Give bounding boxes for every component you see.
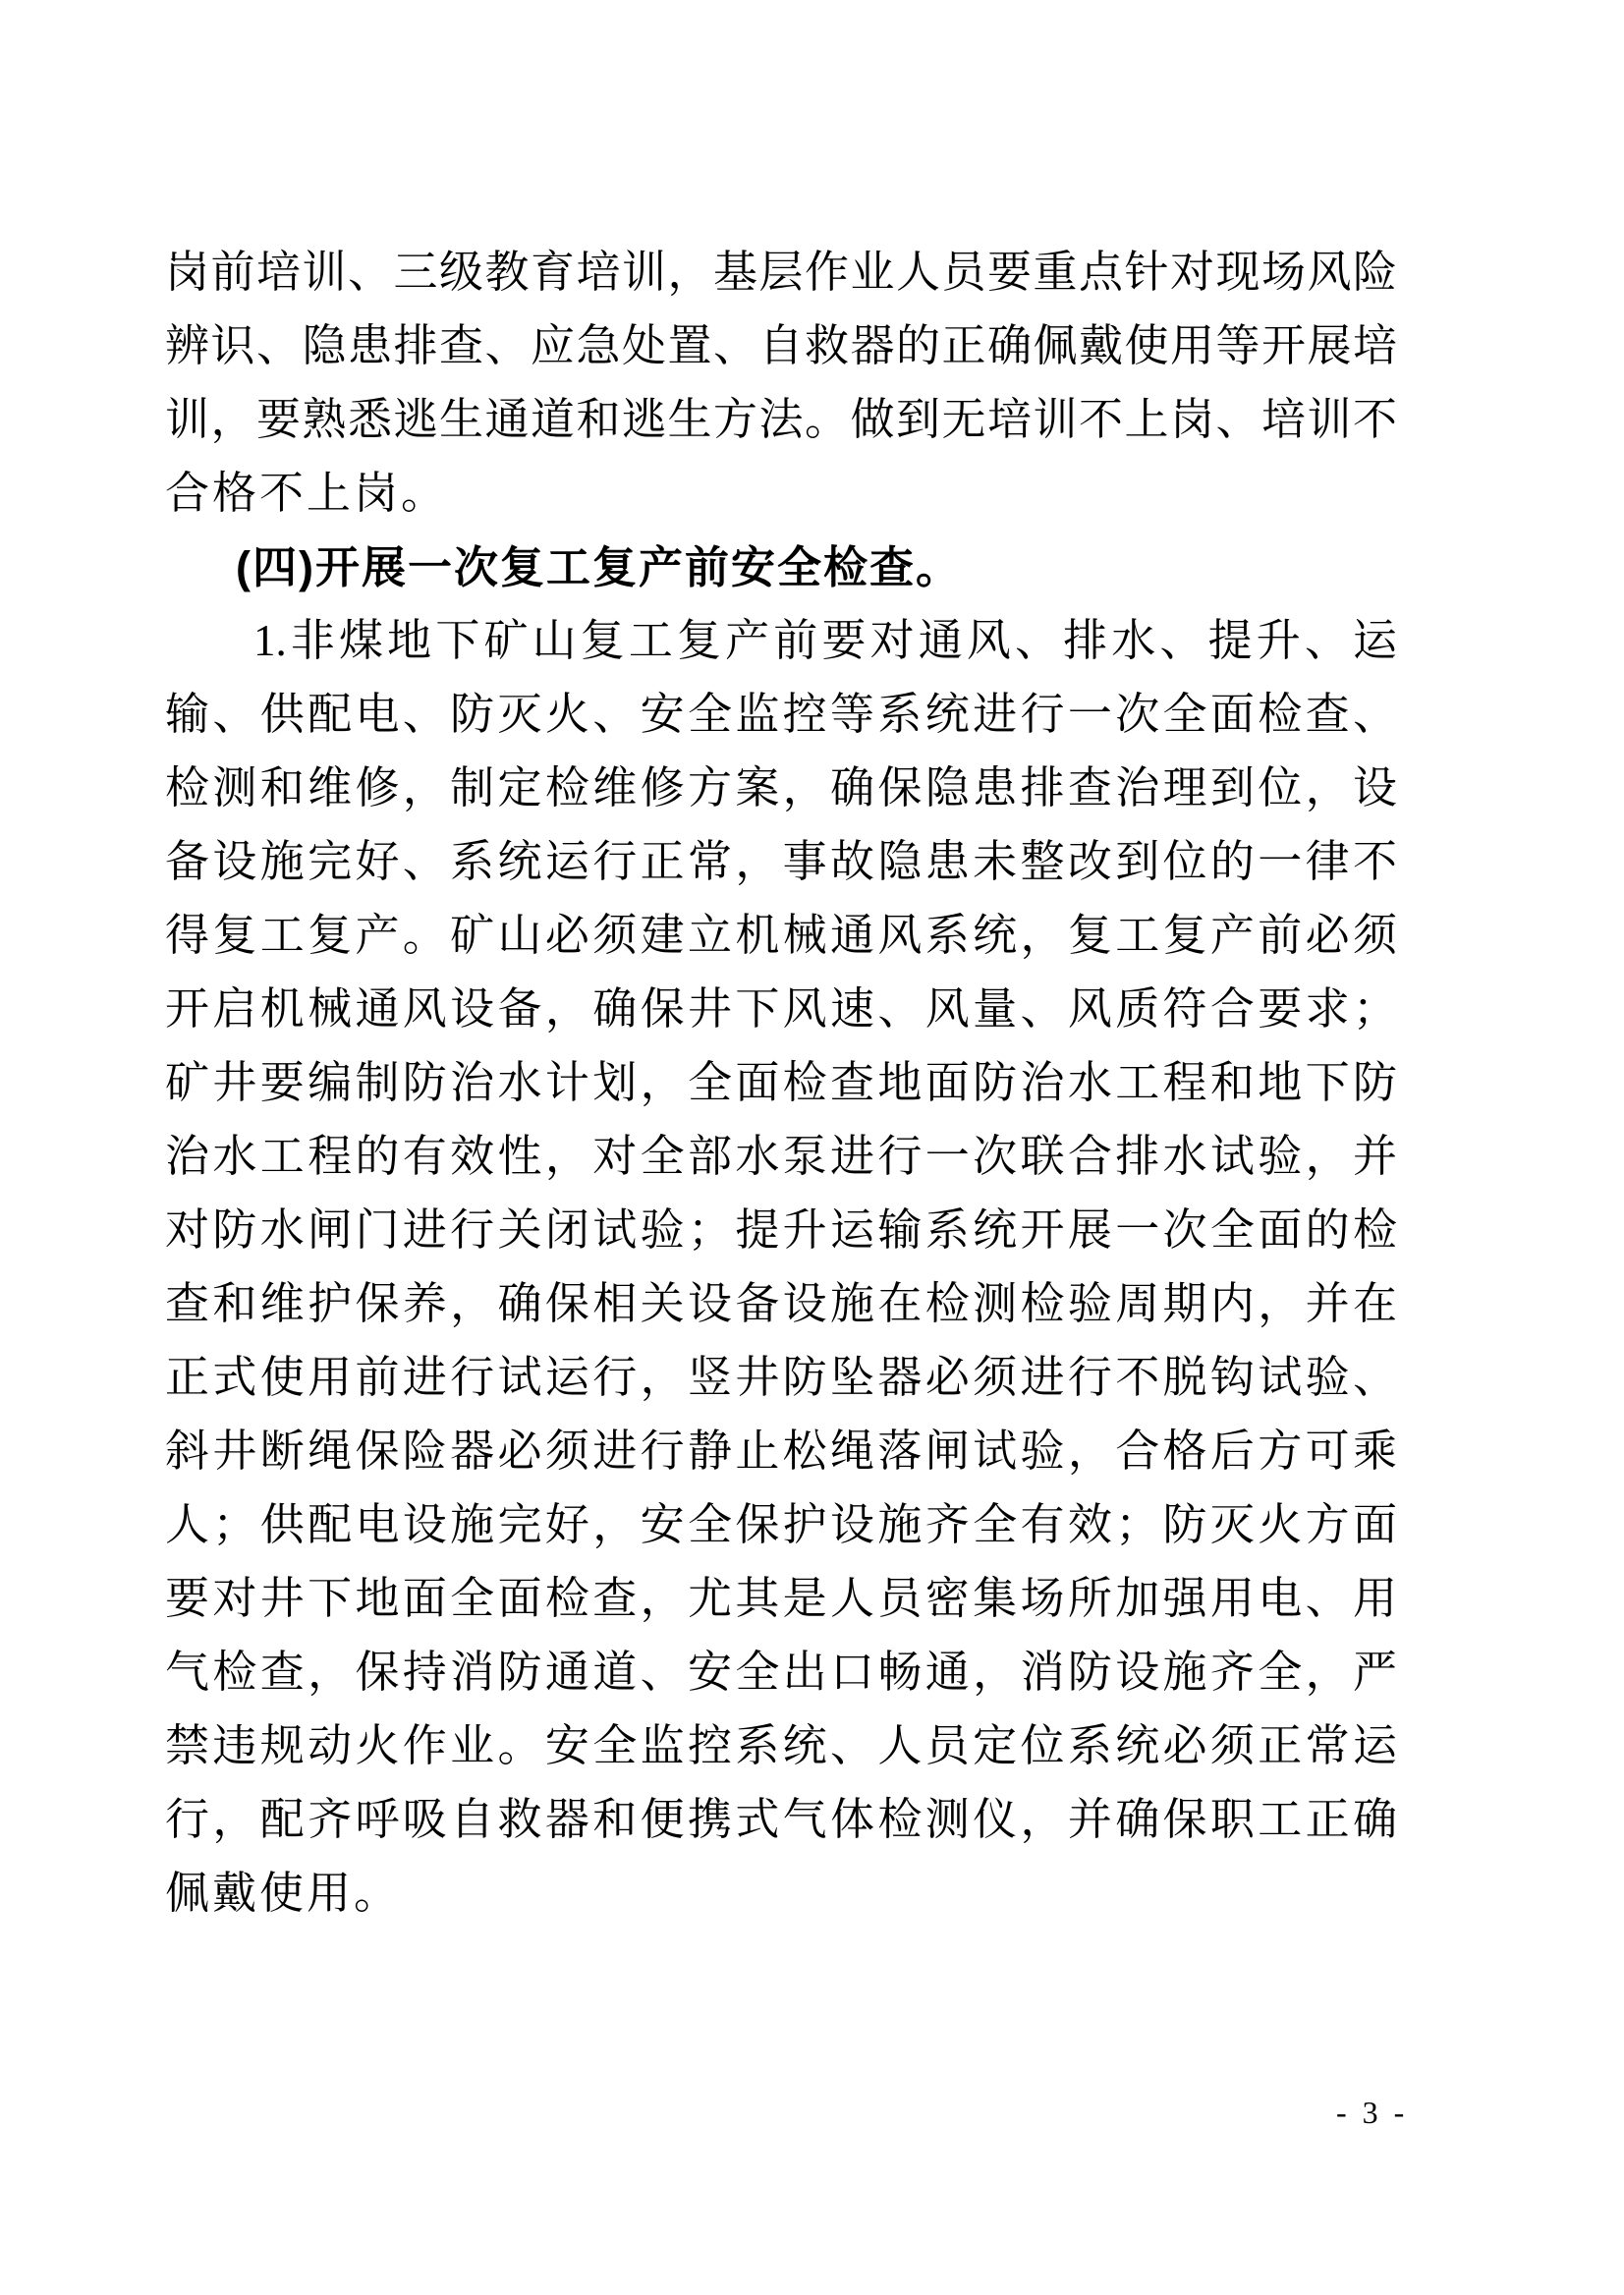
text-line: 禁违规动火作业。安全监控系统、人员定位系统必须正常运 [165, 1721, 1397, 1770]
text-line: 气检查，保持消防通道、安全出口畅通，消防设施齐全，严 [165, 1648, 1397, 1697]
text-line: 检测和维修，制定检维修方案，确保隐患排查治理到位，设 [165, 763, 1397, 812]
text-line: 矿井要编制防治水计划，全面检查地面防治水工程和地下防 [165, 1058, 1397, 1107]
text-line: 斜井断绳保险器必须进行静止松绳落闸试验，合格后方可乘 [165, 1427, 1397, 1476]
page-number: - 3 - [1336, 2095, 1409, 2130]
text-line: 人；供配电设施完好，安全保护设施齐全有效；防灭火方面 [165, 1500, 1397, 1549]
text-line: 佩戴使用。 [165, 1869, 402, 1918]
text-line: 岗前培训、三级教育培训，基层作业人员要重点针对现场风险 [165, 248, 1397, 297]
text-line: 训，要熟悉逃生通道和逃生方法。做到无培训不上岗、培训不 [165, 395, 1397, 444]
text-line: 正式使用前进行试运行，竖井防坠器必须进行不脱钩试验、 [165, 1353, 1397, 1402]
text-line: 查和维护保养，确保相关设备设施在检测检验周期内，并在 [165, 1279, 1397, 1328]
text-line: 输、供配电、防灭火、安全监控等系统进行一次全面检查、 [165, 690, 1397, 739]
text-line: 合格不上岗。 [165, 469, 449, 518]
text-line: 得复工复产。矿山必须建立机械通风系统，复工复产前必须 [165, 911, 1397, 960]
document-body [165, 236, 1397, 1931]
text-line: 1.非煤地下矿山复工复产前要对通风、排水、提升、运 [253, 616, 1397, 665]
text-line: 要对井下地面全面检查，尤其是人员密集场所加强用电、用 [165, 1574, 1397, 1623]
paragraph [165, 236, 1397, 531]
text-line: 对防水闸门进行关闭试验；提升运输系统开展一次全面的检 [165, 1205, 1397, 1255]
section-heading [165, 531, 1397, 604]
heading-line: (四)开展一次复工复产前安全检查。 [236, 542, 962, 592]
text-line: 辨识、隐患排查、应急处置、自救器的正确佩戴使用等开展培 [165, 321, 1397, 370]
text-line: 备设施完好、系统运行正常，事故隐患未整改到位的一律不 [165, 837, 1397, 886]
text-line: 开启机械通风设备，确保井下风速、风量、风质符合要求； [165, 984, 1397, 1034]
text-line: 治水工程的有效性，对全部水泵进行一次联合排水试验，并 [165, 1132, 1397, 1181]
text-line: 行，配齐呼吸自救器和便携式气体检测仪，并确保职工正确 [165, 1795, 1397, 1844]
paragraph [165, 604, 1397, 1931]
